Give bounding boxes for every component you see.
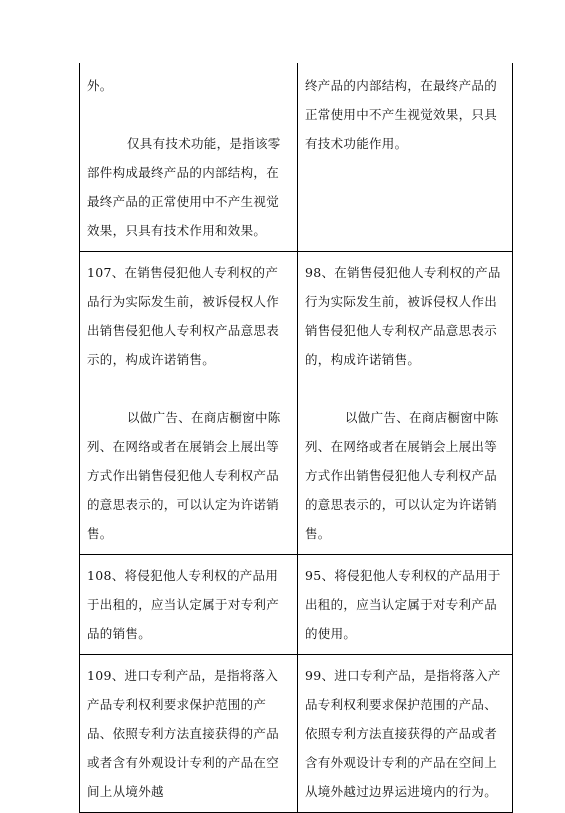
table-cell-left: [80, 655, 298, 813]
paragraph: 109、进口专利产品，是指将落入产品专利权利要求保护范围的产品、依照专利方法直接获得的产品或者含有外观设计专利的产品在空间上从境外越: [87, 668, 280, 799]
paragraph: 98、在销售侵犯他人专利权的产品行为实际发生前，被诉侵权人作出销售侵犯他人专利权产品意思表示的，构成许诺销售。: [305, 265, 501, 367]
table-row: [80, 63, 513, 252]
paragraph: 外。: [87, 78, 113, 93]
table-cell-right: [298, 63, 513, 252]
table-cell-right: [298, 555, 513, 655]
table-cell-left: [80, 252, 298, 555]
comparison-table: [79, 63, 513, 813]
table-cell-left: [80, 555, 298, 655]
paragraph: 108、将侵犯他人专利权的产品用于出租的，应当认定属于对专利产品的销售。: [87, 568, 280, 641]
paragraph: 终产品的内部结构，在最终产品的正常使用中不产生视觉效果，只具有技术功能作用。: [305, 78, 498, 151]
paragraph: 107、在销售侵犯他人专利权的产品行为实际发生前，被诉侵权人作出销售侵犯他人专利权产品意思表示的，构成许诺销售。: [87, 265, 280, 367]
table-cell-left: [80, 63, 298, 252]
table-row: [80, 655, 513, 813]
paragraph: 仅具有技术功能，是指该零部件构成最终产品的内部结构，在最终产品的正常使用中不产生视觉效果，只具有技术作用和效果。: [87, 136, 281, 238]
table-cell-right: [298, 252, 513, 555]
table-row: [80, 252, 513, 555]
table-cell-right: [298, 655, 513, 813]
table-row: [80, 555, 513, 655]
paragraph: 以做广告、在商店橱窗中陈列、在网络或者在展销会上展出等方式作出销售侵犯他人专利权产品的意思表示的，可以认定为许诺销售。: [305, 410, 499, 541]
paragraph: 95、将侵犯他人专利权的产品用于出租的，应当认定属于对专利产品的使用。: [305, 568, 501, 641]
paragraph: 99、进口专利产品，是指将落入产品专利权利要求保护范围的产品、依照专利方法直接获得的产品或者含有外观设计专利的产品在空间上从境外越过边界运进境内的行为。: [305, 668, 501, 799]
paragraph: 以做广告、在商店橱窗中陈列、在网络或者在展销会上展出等方式作出销售侵犯他人专利权产品的意思表示的，可以认定为许诺销售。: [87, 410, 281, 541]
